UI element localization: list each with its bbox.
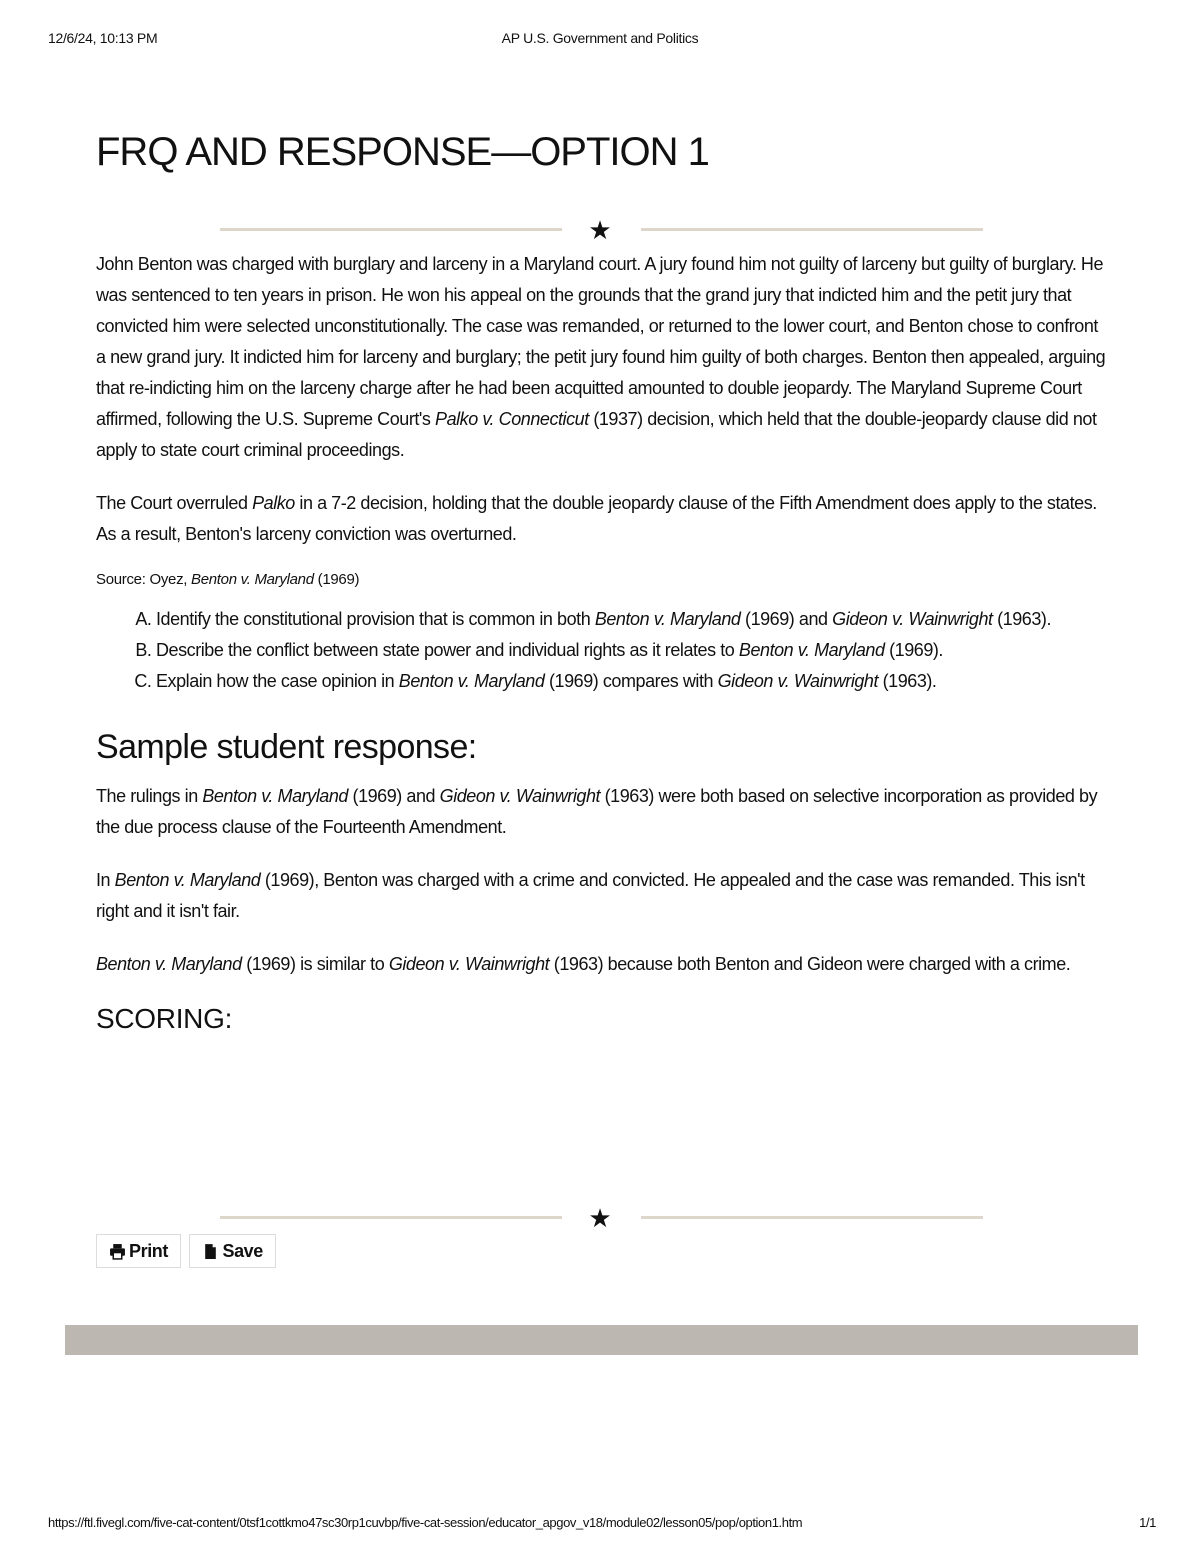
save-button[interactable]: [189, 1234, 275, 1268]
source-citation: Source: Oyez, Benton v. Maryland (1969): [96, 571, 360, 588]
response-paragraph: In Benton v. Maryland (1969), Benton was charged with a crime and convicted. He appealed and the case was remanded. This isn't right and it isn't fair.: [96, 870, 1085, 921]
star-divider-bottom: [220, 1205, 983, 1231]
passage-paragraph: The Court overruled Palko in a 7-2 decision, holding that the double jeopardy clause of the Fifth Amendment does apply to the states. As a result, Benton's larceny conviction was overturned.: [96, 493, 1097, 544]
print-document-title: AP U.S. Government and Politics: [501, 30, 699, 46]
question-list: [96, 604, 1108, 697]
star-icon: ★: [588, 215, 612, 245]
response-paragraph: Benton v. Maryland (1969) is similar to Gideon v. Wainwright (1963) because both Benton and Gideon were charged with a crime.: [96, 954, 1071, 974]
divider-rule-left: [220, 1216, 562, 1219]
star-icon: ★: [588, 1203, 612, 1233]
divider-rule-right: [641, 1216, 983, 1219]
print-button[interactable]: [96, 1234, 181, 1268]
question-a: A. Identify the constitutional provision that is common in both Benton v. Maryland (1969) and Gideon v. Wainwright (1963).: [156, 604, 1108, 635]
response-paragraph: The rulings in Benton v. Maryland (1969) and Gideon v. Wainwright (1963) were both based on selective incorporation as provided by the due process clause of the Fourteenth Amendment.: [96, 786, 1098, 837]
question-c: C. Explain how the case opinion in Benton v. Maryland (1969) compares with Gideon v. Wainwright (1963).: [156, 666, 1108, 697]
case-name: Palko v. Connecticut: [435, 409, 589, 429]
print-button-label: Print: [129, 1241, 169, 1261]
footer-bar: [65, 1325, 1138, 1355]
print-header: [48, 30, 1152, 50]
divider-rule-right: [641, 228, 983, 231]
page-number: 1/1: [1139, 1515, 1156, 1530]
divider-rule-left: [220, 228, 562, 231]
sample-response-heading: Sample student response:: [96, 728, 477, 766]
action-buttons: [96, 1234, 280, 1268]
question-b: B. Describe the conflict between state power and individual rights as it relates to Benton v. Maryland (1969).: [156, 635, 1108, 666]
scoring-heading: SCORING:: [96, 1003, 233, 1034]
passage-paragraph: John Benton was charged with burglary and larceny in a Maryland court. A jury found him not guilty of larceny but guilty of burglary. He was sentenced to ten years in prison. He won his appeal on the grounds that the grand jury that indicted him and the petit jury that convicted him were selected unconstitutionally. The case was remanded, or returned to the lower court, and Benton chose to confront a new grand jury. It indicted him for larceny and burglary; the petit jury found him guilty of both charges. Benton then appealed, arguing that re-indicting him on the larceny charge after he had been acquitted amounted to double jeopardy. The Maryland Supreme Court affirmed, following the U.S. Supreme Court's Palko v. Connecticut (1937) decision, which held that the double-jeopardy clause did not apply to state court criminal proceedings.: [96, 254, 1106, 460]
save-button-label: Save: [222, 1241, 263, 1261]
printer-icon: [109, 1243, 126, 1260]
case-name: Palko: [252, 493, 295, 513]
document-icon: [202, 1243, 219, 1260]
print-url: https://ftl.fivegl.com/five-cat-content/0tsf1cottkmo47sc30rp1cuvbp/five-cat-session/educator_apgov_v18/module02/lesson05/pop/option1.htm: [48, 1515, 803, 1530]
content: [96, 249, 1108, 1036]
star-divider-top: [220, 217, 983, 243]
print-date: 12/6/24, 10:13 PM: [48, 30, 158, 46]
page-title: FRQ AND RESPONSE—OPTION 1: [96, 130, 709, 174]
